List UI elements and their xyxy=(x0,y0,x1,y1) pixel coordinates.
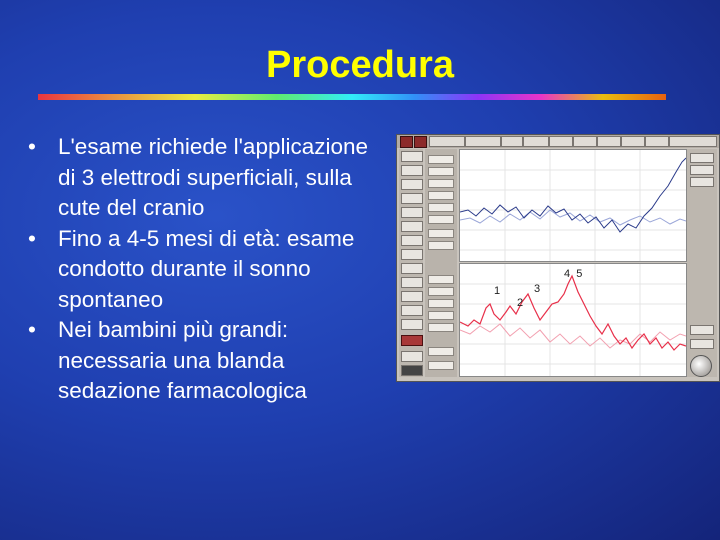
screenshot-tab xyxy=(621,136,645,147)
toolbar-button xyxy=(400,136,413,148)
control-button xyxy=(690,177,714,187)
screenshot-tab xyxy=(465,136,501,147)
left-control-panel xyxy=(399,149,423,377)
peak-label: 2 xyxy=(517,297,524,309)
control-button xyxy=(401,221,423,232)
screenshot-tab xyxy=(501,136,523,147)
control-button xyxy=(690,153,714,163)
screenshot-tab xyxy=(669,136,717,147)
parameter-field xyxy=(428,275,454,284)
control-button xyxy=(401,291,423,302)
peak-label: 1 xyxy=(494,285,501,297)
control-button xyxy=(690,165,714,175)
toolbar-button xyxy=(414,136,427,148)
control-button xyxy=(401,351,423,362)
middle-control-panel xyxy=(425,149,457,377)
abr-software-screenshot xyxy=(396,134,720,382)
control-button xyxy=(401,151,423,162)
bullet-list xyxy=(18,132,388,407)
control-button xyxy=(401,179,423,190)
parameter-field xyxy=(428,155,454,164)
control-button xyxy=(401,319,423,330)
screenshot-tab xyxy=(549,136,573,147)
parameter-field xyxy=(428,167,454,176)
waveform-bottom-svg xyxy=(460,264,686,376)
control-button xyxy=(401,263,423,274)
parameter-field xyxy=(428,241,454,250)
peak-label: 3 xyxy=(534,283,541,295)
parameter-field xyxy=(428,323,454,332)
parameter-field xyxy=(428,215,454,224)
screenshot-tab xyxy=(645,136,669,147)
control-button xyxy=(401,207,423,218)
bullet-item: • Nei bambini più grandi: necessaria una blanda sedazione farmacologica xyxy=(18,315,388,407)
control-button xyxy=(401,365,423,376)
control-button xyxy=(401,277,423,288)
parameter-field xyxy=(428,311,454,320)
control-button xyxy=(690,339,714,349)
title-rainbow-divider xyxy=(38,94,666,100)
control-button xyxy=(690,325,714,335)
parameter-field xyxy=(428,361,454,370)
screenshot-toolbar xyxy=(397,135,719,148)
waveform-top-svg xyxy=(460,150,686,261)
parameter-field xyxy=(428,191,454,200)
waveform-plot-top xyxy=(459,149,687,262)
parameter-field xyxy=(428,299,454,308)
screenshot-tab xyxy=(573,136,597,147)
waveform-plot-bottom xyxy=(459,263,687,377)
slide-title: Procedura xyxy=(266,44,454,86)
parameter-field xyxy=(428,229,454,238)
parameter-field xyxy=(428,347,454,356)
screenshot-tab xyxy=(429,136,465,147)
dial-knob-icon xyxy=(690,355,712,377)
parameter-field xyxy=(428,203,454,212)
control-button xyxy=(401,249,423,260)
control-button xyxy=(401,165,423,176)
control-button xyxy=(401,193,423,204)
right-control-panel xyxy=(687,149,717,377)
control-button xyxy=(401,335,423,346)
parameter-field xyxy=(428,287,454,296)
bullet-item: • Fino a 4-5 mesi di età: esame condotto durante il sonno spontaneo xyxy=(18,224,388,316)
parameter-field xyxy=(428,179,454,188)
control-button xyxy=(401,235,423,246)
control-button xyxy=(401,305,423,316)
screenshot-tab xyxy=(597,136,621,147)
bullet-item: • L'esame richiede l'applicazione di 3 elettrodi superficiali, sulla cute del cranio xyxy=(18,132,388,224)
peak-label: 4 5 xyxy=(564,268,583,280)
screenshot-tab xyxy=(523,136,549,147)
